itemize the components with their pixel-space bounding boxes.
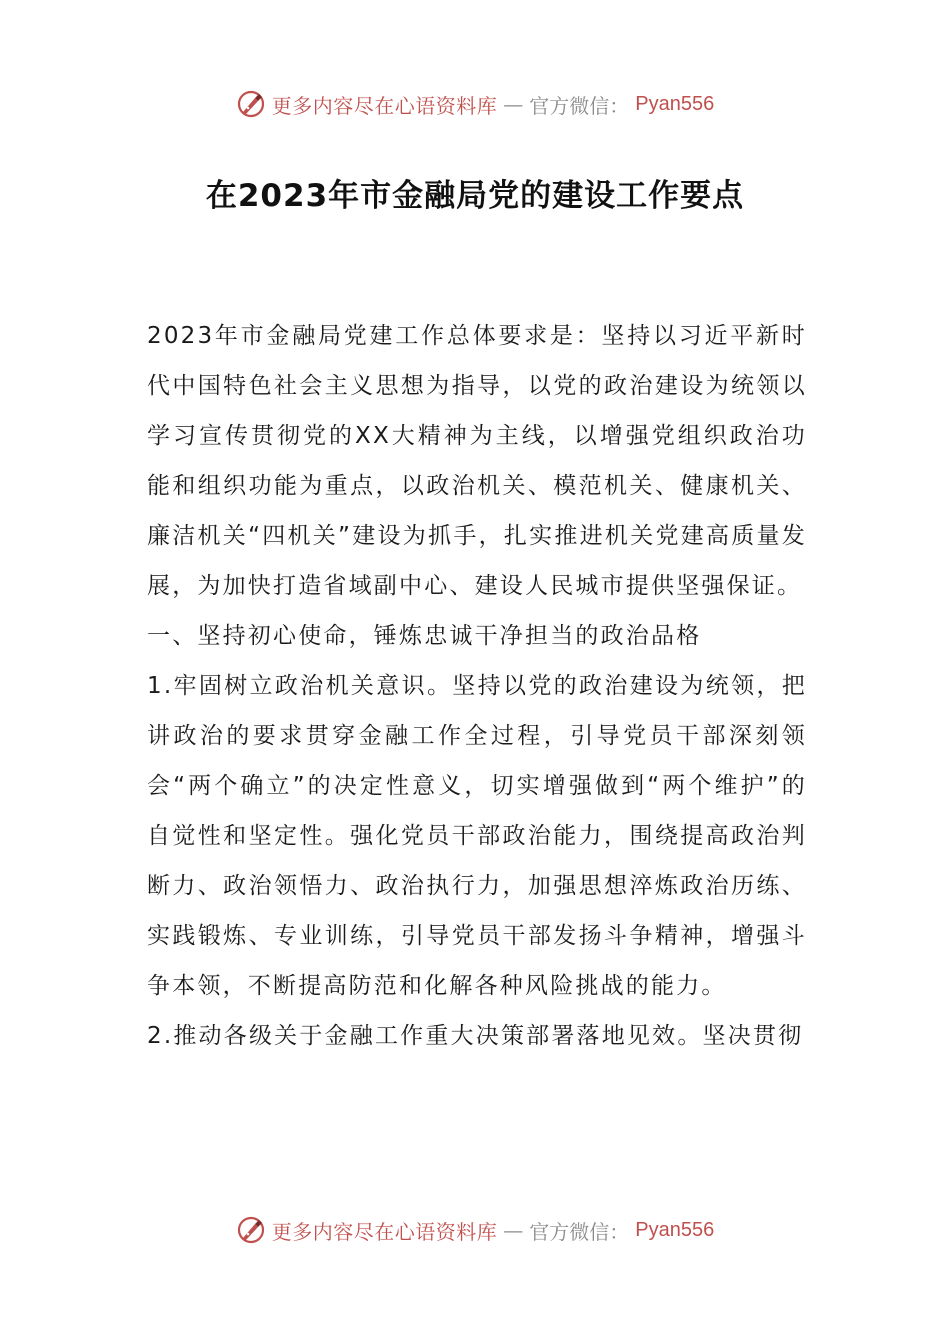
pen-nib-logo-icon [236, 89, 266, 119]
pen-nib-logo-icon [236, 1215, 266, 1245]
banner-wechat-id: Pyan556 [635, 1218, 715, 1241]
banner-dash: — [503, 1218, 524, 1242]
banner-site-text: 更多内容尽在心语资料库 [271, 1219, 498, 1244]
banner-wechat-label: 官方微信： [529, 93, 630, 118]
header-banner-content [236, 89, 714, 119]
banner-wechat-id: Pyan556 [635, 92, 715, 115]
footer-banner-content [236, 1215, 714, 1245]
footer-banner [0, 1210, 950, 1250]
section-heading-1: 一、坚持初心使命，锤炼忠诚干净担当的政治品格 [147, 623, 702, 649]
document-body [147, 311, 807, 1061]
header-banner [0, 84, 950, 124]
paragraph-item-1: 1.牢固树立政治机关意识。坚持以党的政治建设为统领，把讲政治的要求贯穿金融工作全过程，引导党员干部深刻领会“两个确立”的决定性意义，切实增强做到“两个维护”的自觉性和坚定性。强化党员干部政治能力，围绕提高政治判断力、政治领悟力、政治执行力，加强思想淬炼政治历练、实践锻炼、专业训练，引导党员干部发扬斗争精神，增强斗争本领，不断提高防范和化解各种风险挑战的能力。 [147, 673, 807, 999]
paragraph-item-2: 2.推动各级关于金融工作重大决策部署落地见效。坚决贯彻 [147, 1023, 804, 1049]
banner-site-text: 更多内容尽在心语资料库 [271, 93, 498, 118]
banner-wechat-label: 官方微信： [529, 1219, 630, 1244]
paragraph-overview: 2023年市金融局党建工作总体要求是：坚持以习近平新时代中国特色社会主义思想为指导，以党的政治建设为统领以学习宣传贯彻党的XX大精神为主线，以增强党组织政治功能和组织功能为重点，以政治机关、模范机关、健康机关、廉洁机关“四机关”建设为抓手，扎实推进机关党建高质量发展，为加快打造省域副中心、建设人民城市提供坚强保证。 [147, 323, 807, 599]
document-title: 在2023年市金融局党的建设工作要点 [205, 178, 745, 214]
banner-dash: — [503, 92, 524, 116]
